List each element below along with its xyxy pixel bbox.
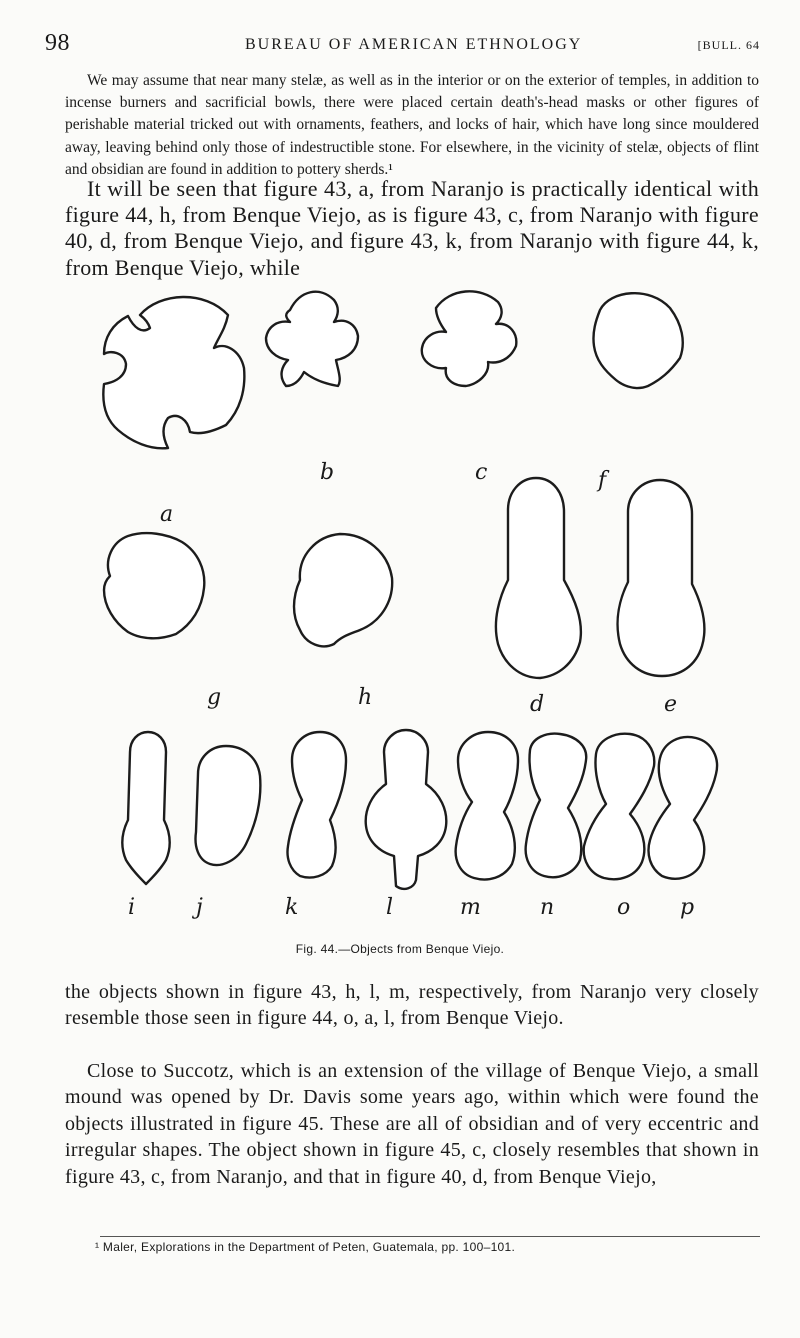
figure-44: [0, 280, 800, 970]
object-k-outline: [288, 732, 347, 878]
bulletin-ref: [BULL. 64: [697, 38, 760, 52]
object-c-outline: [422, 291, 517, 386]
label-h: h: [358, 685, 373, 710]
object-j-outline: [196, 746, 261, 865]
object-o-outline: [584, 734, 655, 880]
object-f-outline: [593, 293, 682, 388]
paragraph-1: We may assume that near many stelæ, as well as in the interior or on the exterior of temples, in addition to incense burners and sacrificial bowls, there were placed certain death's-head masks or other figures of perishable material tricked out with ornaments, feathers, and locks of hair, which have long since mouldered away, leaving behind only those of indestructible stone. For elsewhere, in the vicinity of stelæ, objects of flint and obsidian are found in addition to pottery sherds.¹: [65, 72, 759, 178]
paragraph-3: the objects shown in figure 43, h, l, m, respectively, from Naranjo very closely resemble those seen in figure 44, o, a, l, from Benque Viejo.: [65, 981, 759, 1030]
paragraph-2: It will be seen that figure 43, a, from Naranjo is practically identical with figure 44, h, from Benque Viejo, as is figure 43, c, from Naranjo with figure 40, d, from Benque Viejo, and figure 43, k, from Naranjo with figure 44, k, from Benque Viejo, while: [65, 176, 759, 280]
label-p: p: [680, 895, 695, 920]
label-i: i: [128, 895, 136, 920]
object-d-outline: [496, 478, 581, 678]
label-g: g: [207, 685, 222, 710]
figure-44-drawing: [0, 280, 800, 960]
label-c: c: [475, 460, 488, 485]
label-b: b: [320, 460, 335, 485]
object-a-outline: [103, 297, 244, 448]
running-header: [45, 30, 760, 60]
object-n-outline: [526, 734, 587, 878]
footnote: ¹ Maler, Explorations in the Department of Peten, Guatemala, pp. 100–101.: [95, 1240, 516, 1254]
object-e-outline: [618, 480, 705, 676]
label-f: f: [598, 468, 607, 493]
object-i-outline: [122, 732, 169, 884]
footnote-rule: [100, 1236, 760, 1237]
object-g-outline: [104, 533, 204, 638]
label-l: l: [386, 895, 394, 920]
page-number: 98: [45, 30, 70, 56]
object-p-outline: [649, 737, 718, 879]
object-l-outline: [366, 730, 447, 889]
label-o: o: [617, 895, 631, 920]
label-j: j: [196, 895, 203, 920]
label-a: a: [160, 502, 174, 527]
label-e: e: [664, 692, 678, 717]
paragraph-4: Close to Succotz, which is an extension of the village of Benque Viejo, a small mound was opened by Dr. Davis some years ago, within which were found the objects illustrated in figure 45. These are all of obsidian and of very eccentric and irregular shapes. The object shown in figure 45, c, closely resembles that shown in figure 43, c, from Naranjo, and that in figure 40, d, from Benque Viejo,: [65, 1060, 759, 1188]
object-b-outline: [266, 292, 358, 386]
object-h-outline: [294, 534, 392, 646]
label-k: k: [285, 895, 299, 920]
running-title: BUREAU OF AMERICAN ETHNOLOGY: [245, 36, 583, 53]
object-m-outline: [456, 732, 518, 879]
figure-caption: Fig. 44.—Objects from Benque Viejo.: [295, 942, 505, 956]
label-m: m: [460, 895, 481, 920]
label-d: d: [530, 692, 545, 717]
label-n: n: [540, 895, 555, 920]
